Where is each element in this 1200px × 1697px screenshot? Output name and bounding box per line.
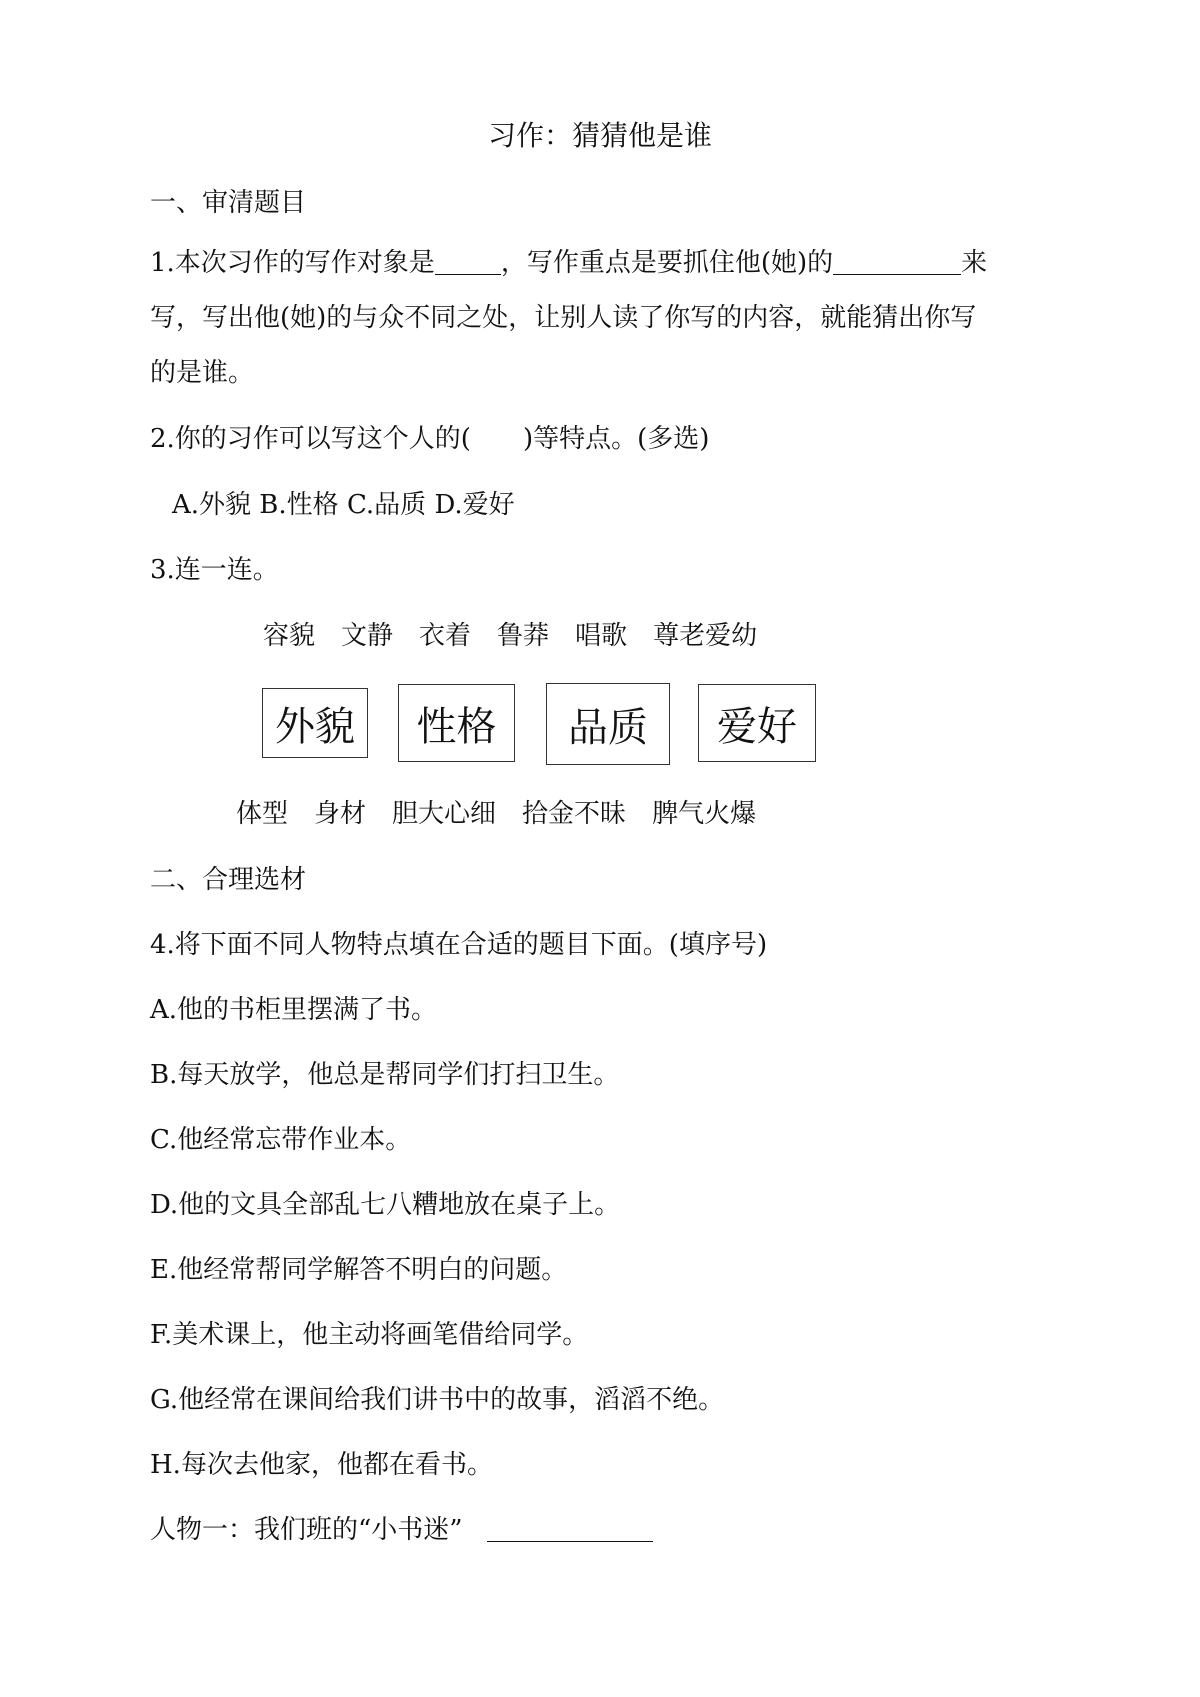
match-word[interactable]: 容貌 [263, 621, 316, 651]
q4-item-e: E.他经常帮同学解答不明白的问题。 [150, 1255, 568, 1285]
q4-person1 [150, 1513, 653, 1547]
q4-item-d: D.他的文具全部乱七八糟地放在桌子上。 [150, 1190, 621, 1220]
match-word[interactable]: 衣着 [419, 621, 472, 651]
match-word[interactable]: 鲁莽 [497, 621, 550, 651]
category-box-personality[interactable]: 性格 [398, 684, 515, 762]
category-box-appearance[interactable]: 外貌 [262, 688, 368, 758]
q4-item-g: G.他经常在课间给我们讲书中的故事，滔滔不绝。 [150, 1385, 725, 1415]
category-box-character[interactable]: 品质 [546, 683, 670, 765]
section1-heading: 一、审清题目 [150, 188, 307, 218]
match-word[interactable]: 体型 [236, 799, 289, 829]
match-word[interactable]: 身材 [314, 799, 367, 829]
person1-label: 人物一：我们班的“小书迷” [150, 1515, 463, 1545]
match-word[interactable]: 脾气火爆 [652, 799, 757, 829]
q1-blank-2[interactable] [833, 248, 961, 275]
q1-part1: 1.本次习作的写作对象是 [150, 248, 435, 278]
match-word[interactable]: 唱歌 [575, 621, 628, 651]
category-box-hobby[interactable]: 爱好 [698, 684, 816, 762]
section2-heading: 二、合理选材 [150, 865, 307, 895]
match-word[interactable]: 胆大心细 [392, 799, 497, 829]
q1-part3: 来 [961, 248, 988, 278]
match-word[interactable]: 文静 [341, 621, 394, 651]
q1-blank-1[interactable] [435, 248, 501, 275]
q3-text: 3.连一连。 [150, 555, 279, 585]
match-word[interactable]: 尊老爱幼 [653, 621, 758, 651]
q2-options: A.外貌 B.性格 C.品质 D.爱好 [172, 490, 515, 520]
q1-line2: 写，写出他(她)的与众不同之处，让别人读了你写的内容，就能猜出你写 [150, 303, 977, 333]
q4-item-c: C.他经常忘带作业本。 [150, 1125, 412, 1155]
q4-item-f: F.美术课上，他主动将画笔借给同学。 [150, 1320, 589, 1350]
q1-line1 [150, 246, 987, 280]
q1-part2: ，写作重点是要抓住他(她)的 [500, 248, 834, 278]
q1-line3: 的是谁。 [150, 358, 255, 388]
q4-text: 4.将下面不同人物特点填在合适的题目下面。(填序号) [150, 930, 768, 960]
q2-text: 2.你的习作可以写这个人的( )等特点。(多选) [150, 424, 710, 454]
match-word[interactable]: 拾金不昧 [522, 799, 627, 829]
q4-item-h: H.每次去他家，他都在看书。 [150, 1450, 493, 1480]
q3-bottom-words [236, 797, 782, 831]
q3-top-words [263, 619, 783, 653]
q4-item-a: A.他的书柜里摆满了书。 [150, 995, 438, 1025]
page-title: 习作：猜猜他是谁 [487, 119, 712, 152]
person1-answer-blank[interactable] [487, 1515, 653, 1542]
q4-item-b: B.每天放学，他总是帮同学们打扫卫生。 [150, 1060, 620, 1090]
